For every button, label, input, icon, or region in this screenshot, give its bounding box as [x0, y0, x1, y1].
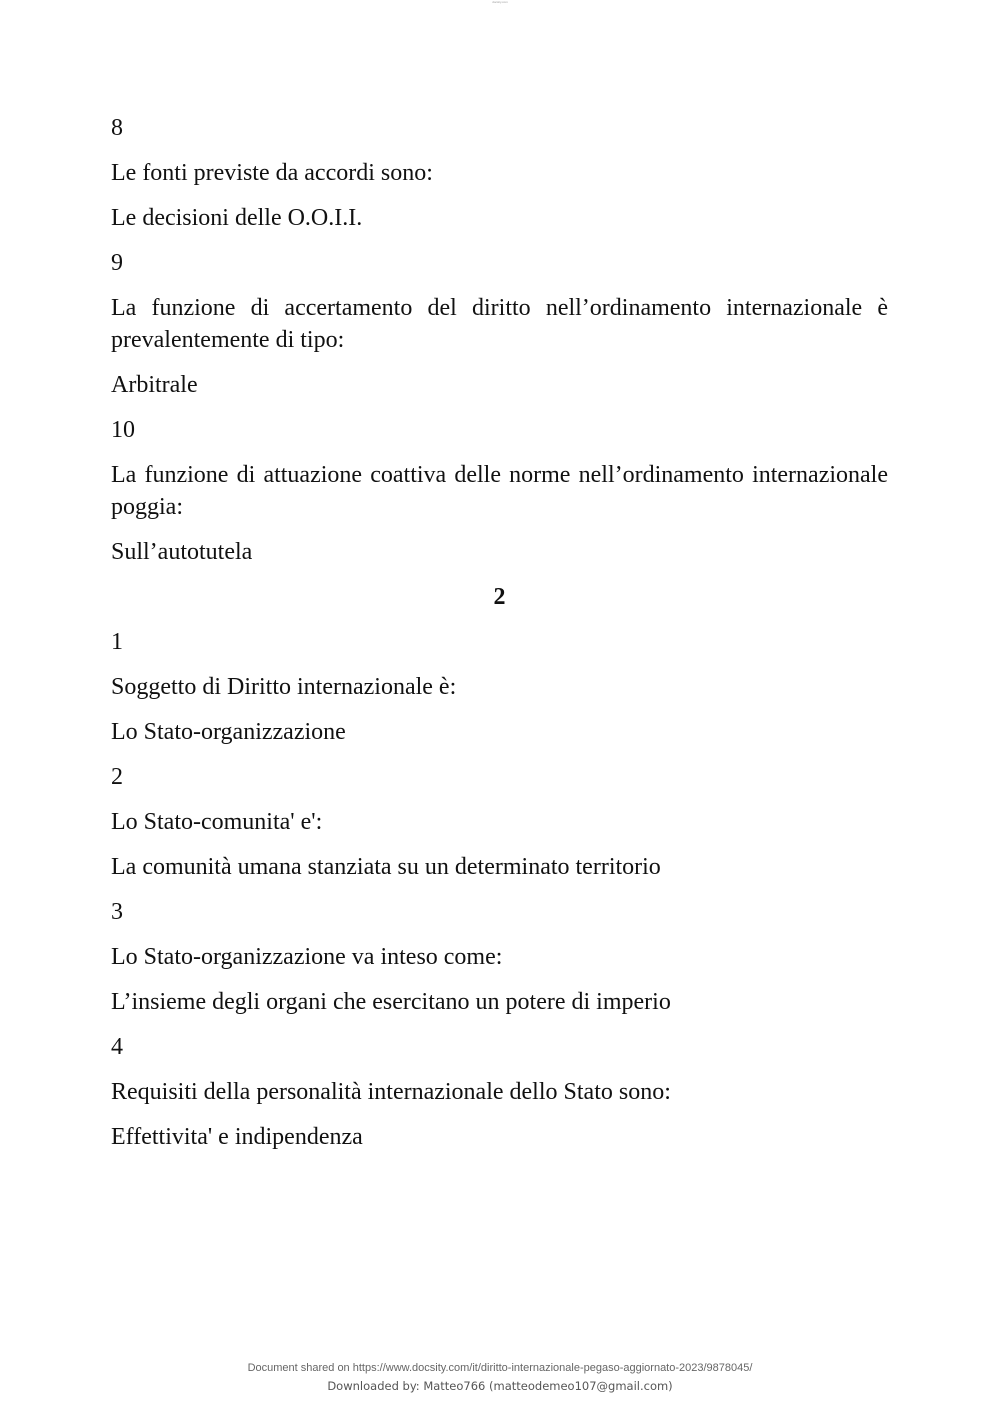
question-text: Lo Stato-comunita' e':	[111, 809, 323, 835]
document-body	[111, 112, 888, 1166]
question-number: 10	[111, 417, 135, 443]
question-number: 2	[111, 764, 123, 790]
question-text: Soggetto di Diritto internazionale è:	[111, 674, 457, 700]
answer-text: Arbitrale	[111, 372, 198, 398]
answer-text: Effettivita' e indipendenza	[111, 1124, 363, 1150]
answer-text: Le decisioni delle O.O.I.I.	[111, 205, 363, 231]
answer-text: Sull’autotutela	[111, 539, 253, 565]
question-text: La funzione di attuazione coattiva delle norme nell’ordinamento internazionale poggia:	[111, 462, 888, 520]
footer-downloaded-by: Downloaded by: Matteo766 (matteodemeo107@gmail.com)	[327, 1379, 673, 1393]
footer-shared-link[interactable]: Document shared on https://www.docsity.com/it/diritto-internazionale-pegaso-aggiornato-2023/9878045/	[247, 1362, 753, 1374]
answer-text: La comunità umana stanziata su un determinato territorio	[111, 854, 661, 880]
question-number: 4	[111, 1034, 123, 1060]
answer-text: Lo Stato-organizzazione	[111, 719, 346, 745]
question-number: 3	[111, 899, 123, 925]
question-number: 1	[111, 629, 123, 655]
question-text: Le fonti previste da accordi sono:	[111, 160, 433, 186]
answer-text: L’insieme degli organi che esercitano un potere di imperio	[111, 989, 671, 1015]
question-text: La funzione di accertamento del diritto nell’ordinamento internazionale è prevalentemente di tipo:	[111, 295, 888, 353]
watermark-mark: docsity.com	[492, 0, 508, 4]
question-text: Lo Stato-organizzazione va inteso come:	[111, 944, 503, 970]
question-text: Requisiti della personalità internazionale dello Stato sono:	[111, 1079, 671, 1105]
question-number: 8	[111, 115, 123, 141]
question-number: 9	[111, 250, 123, 276]
section-heading: 2	[493, 584, 506, 610]
